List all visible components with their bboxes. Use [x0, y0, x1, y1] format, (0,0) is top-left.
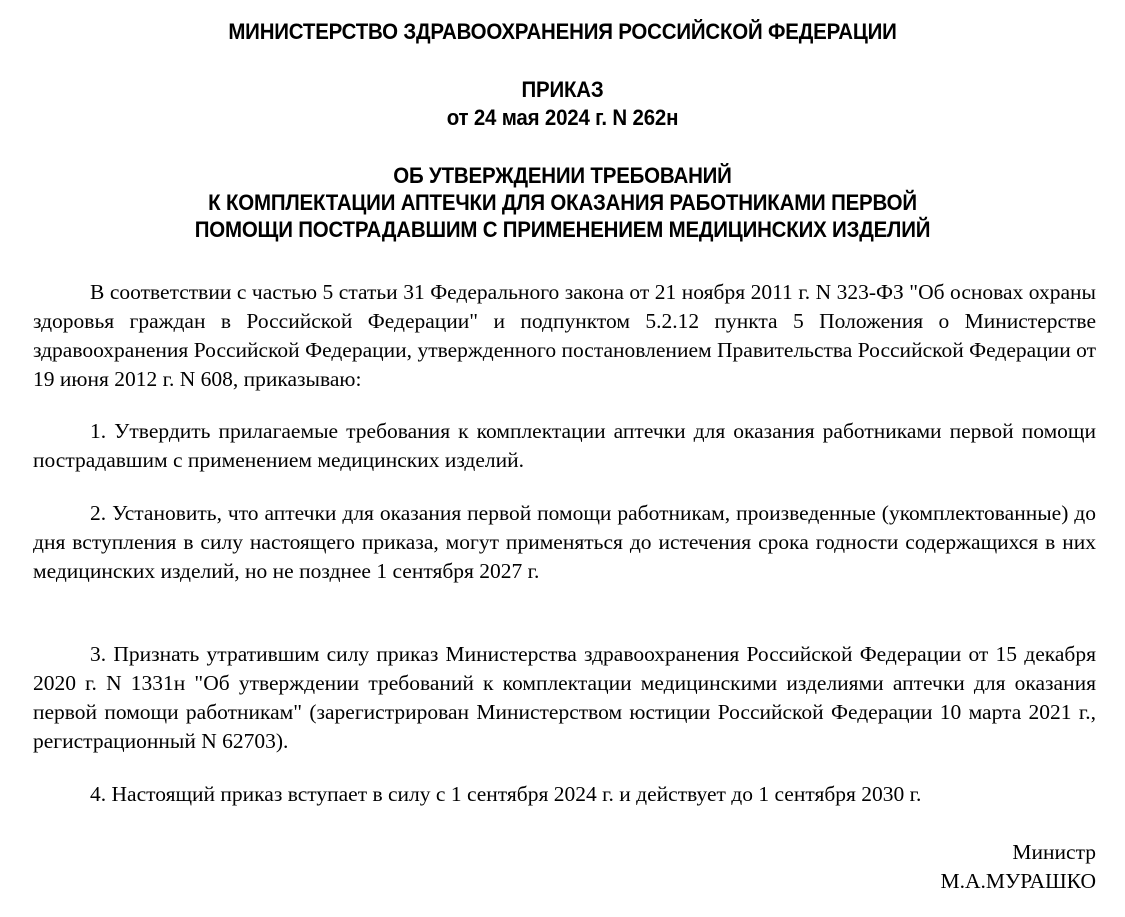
clause-text: 3. Признать утратившим силу приказ Министерства здравоохранения Российской Федерации от 15 декабря 2020 г. N 1331н "Об утверждении требований к комплектации медицинскими изделиями аптечки для оказания первой помощи работникам" (зарегистрирован Министерством юстиции Российской Федерации 10 марта 2021 г., регистрационный N 62703). [33, 642, 1096, 753]
signatory-name: М.А.МУРАШКО [940, 869, 1096, 893]
clause-1 [33, 417, 1096, 475]
ministry-heading: МИНИСТЕРСТВО ЗДРАВООХРАНЕНИЯ РОССИЙСКОЙ ФЕДЕРАЦИИ [228, 19, 897, 44]
clause-2 [33, 499, 1096, 586]
clause-text: 1. Утвердить прилагаемые требования к комплектации аптечки для оказания работниками первой помощи пострадавшим с применением медицинских изделий. [33, 419, 1096, 472]
order-title: ПРИКАЗ [521, 77, 604, 102]
clause-4 [33, 780, 1096, 809]
preamble-text: В соответствии с частью 5 статьи 31 Федерального закона от 21 ноября 2011 г. N 323-ФЗ "Об основах охраны здоровья граждан в Российской Федерации" и подпунктом 5.2.12 пункта 5 Положения о Министерстве здравоохранения Российской Федерации, утвержденного постановлением Правительства Российской Федерации от 19 июня 2012 г. N 608, приказываю: [33, 280, 1096, 391]
subject-line: ПОМОЩИ ПОСТРАДАВШИМ С ПРИМЕНЕНИЕМ МЕДИЦИНСКИХ ИЗДЕЛИЙ [194, 217, 931, 242]
subject-line: ОБ УТВЕРЖДЕНИИ ТРЕБОВАНИЙ [393, 163, 732, 188]
clause-3 [33, 640, 1096, 756]
clause-text: 2. Установить, что аптечки для оказания первой помощи работникам, произведенные (укомплектованные) до дня вступления в силу настоящего приказа, могут применяться до истечения срока годности содержащихся в них медицинских изделий, но не позднее 1 сентября 2027 г. [33, 501, 1096, 583]
subject-line: К КОМПЛЕКТАЦИИ АПТЕЧКИ ДЛЯ ОКАЗАНИЯ РАБОТНИКАМИ ПЕРВОЙ [208, 190, 917, 215]
signature-block [941, 838, 1097, 896]
order-subject [39, 162, 1085, 243]
clause-text: 4. Настоящий приказ вступает в силу с 1 сентября 2024 г. и действует до 1 сентября 2030 г. [90, 782, 922, 806]
preamble [33, 278, 1096, 394]
order-date: от 24 мая 2024 г. N 262н [446, 105, 679, 130]
signatory-position: Министр [1012, 840, 1096, 864]
